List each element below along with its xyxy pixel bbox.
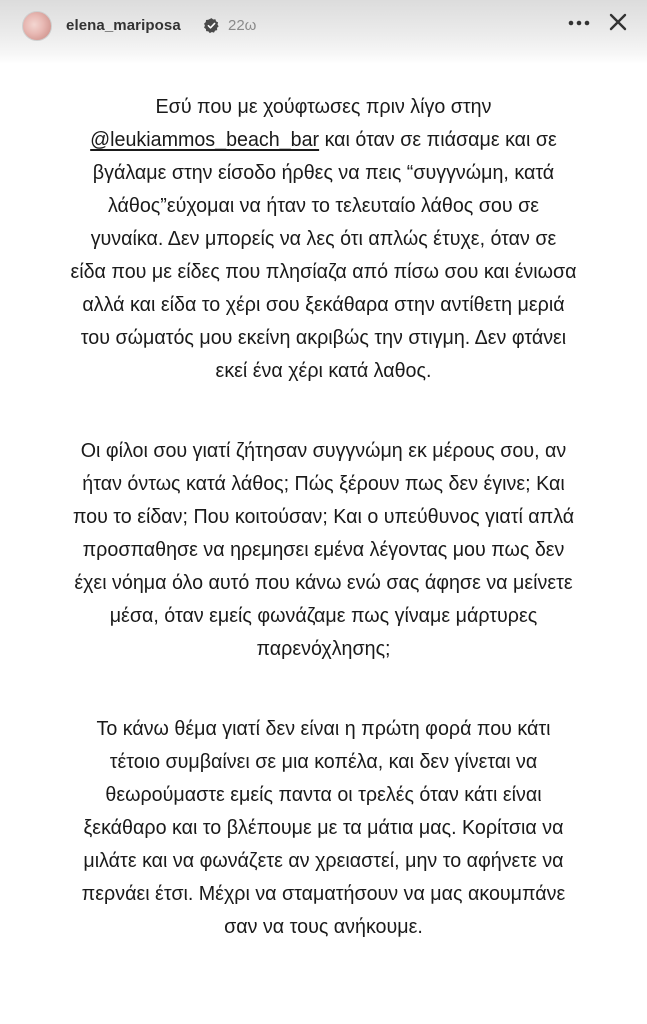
text-line: Οι φίλοι σου γιατί ζήτησαν συγγνώμη εκ μέρους σου, αν: [80, 439, 567, 462]
text-line: τέτοιο συμβαίνει σε μια κοπέλα, και δεν γίνεται να: [109, 750, 538, 773]
text-line: που το είδαν; Που κοιτούσαν; Και ο υπεύθυνος γιατί απλά: [72, 505, 575, 528]
text-line: ξεκάθαρο και το βλέπουμε με τα μάτια μας. Κορίτσια να: [83, 816, 564, 839]
text-line: του σώματός μου εκείνη ακριβώς την στιγμη. Δεν φτάνει: [80, 326, 567, 349]
close-icon[interactable]: [608, 12, 628, 32]
text-line: παρενόχλησης;: [256, 637, 391, 660]
text-line: αλλά και είδα το χέρι σου ξεκάθαρα στην αντίθετη μεριά: [82, 293, 565, 316]
text-line: έχει νόημα όλο αυτό που κάνω ενώ σας άφησε να μείνετε: [74, 571, 573, 594]
text-line: και όταν σε πιάσαμε και σε: [324, 128, 557, 151]
text-line: σαν να τους ανήκουμε.: [224, 915, 423, 938]
text-line: μιλάτε και να φωνάζετε αν χρειαστεί, μην το αφήνετε να: [83, 849, 564, 872]
text-line: θεωρούμαστε εμείς παντα οι τρελές όταν κάτι είναι: [105, 783, 542, 806]
text-line: προσπαθησε να ηρεμησει εμένα λέγοντας μου πως δεν: [82, 538, 565, 561]
text-line: περνάει έτσι. Μέχρι να σταματήσουν να μας ακουμπάνε: [81, 882, 566, 905]
verified-badge-icon: [203, 17, 220, 34]
story-paragraph-3: [40, 712, 607, 943]
username[interactable]: elena_mariposa: [66, 17, 181, 34]
story-header: [0, 0, 647, 64]
story-paragraph-2: [40, 434, 607, 665]
text-line: μέσα, όταν εμείς φωνάζαμε πως γίναμε μάρτυρες: [109, 604, 538, 627]
text-line: εκεί ένα χέρι κατά λαθος.: [215, 359, 432, 382]
text-line: λάθος”εύχομαι να ήταν το τελευταίο λάθος σου σε: [107, 194, 539, 217]
text-line: Εσύ που με χούφτωσες πριν λίγο στην: [155, 95, 492, 118]
story-paragraph-1: [40, 90, 607, 387]
text-line: ήταν όντως κατά λάθος; Πώς ξέρουν πως δεν έγινε; Και: [82, 472, 565, 495]
mention-link[interactable]: @leukiammos_beach_bar: [90, 128, 320, 151]
text-line: Το κάνω θέμα γιατί δεν είναι η πρώτη φορά που κάτι: [96, 717, 551, 740]
post-time: 22ω: [228, 17, 257, 34]
story-text: [40, 90, 607, 943]
text-line: είδα που με είδες που πλησίαζα από πίσω σου και ένιωσα: [70, 260, 577, 283]
more-options-icon[interactable]: [568, 19, 590, 27]
text-line: βγάλαμε στην είσοδο ήρθες να πεις “συγγνώμη, κατά: [92, 161, 555, 184]
profile-avatar[interactable]: [22, 11, 52, 41]
text-line: γυναίκα. Δεν μπορείς να λες ότι απλώς έτυχε, όταν σε: [90, 227, 557, 250]
